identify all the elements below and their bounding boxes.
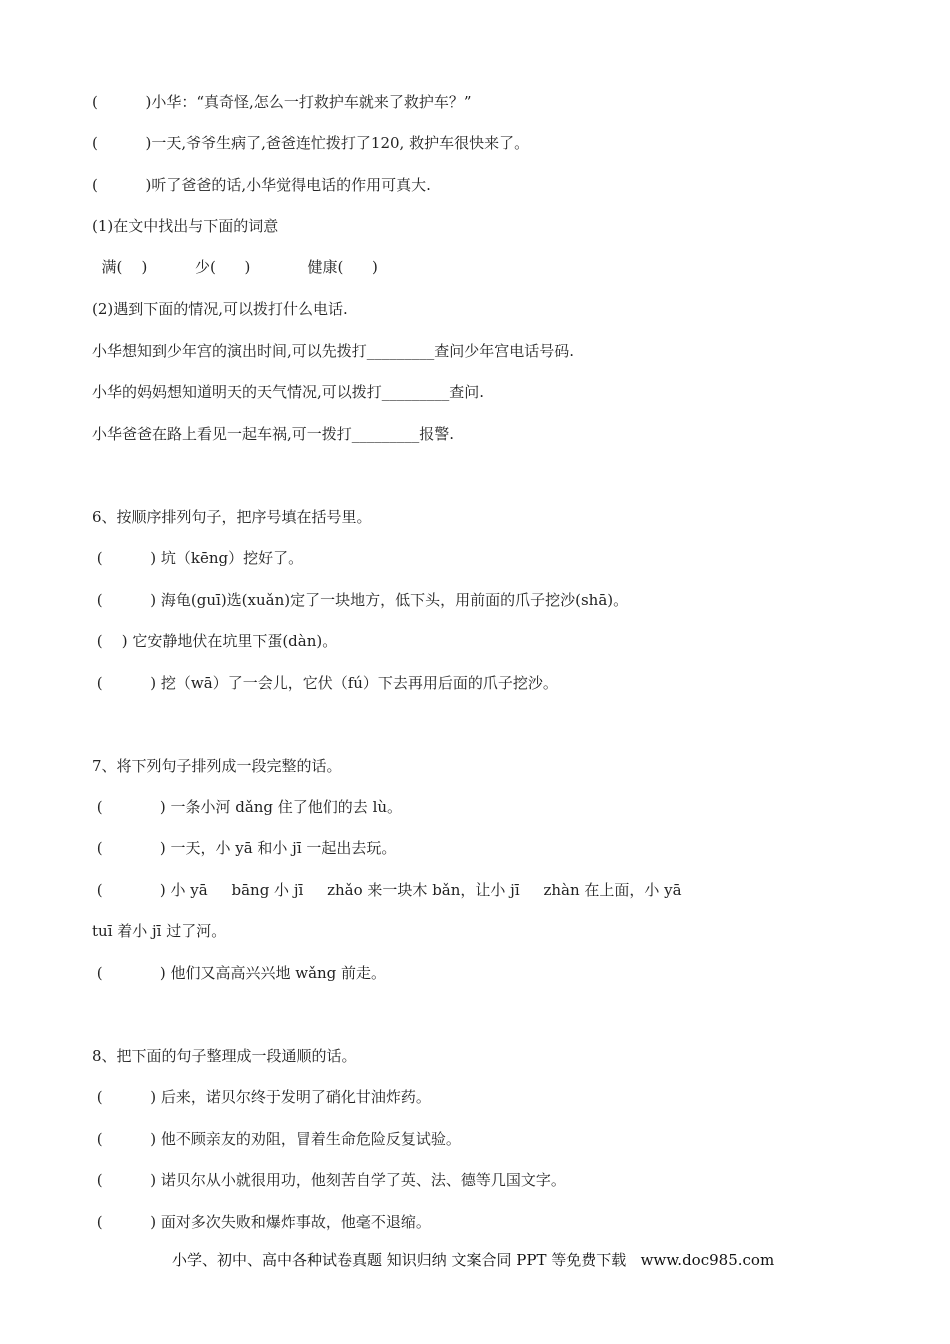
- question-prompt: (2)遇到下面的情况,可以拨打什么电话.: [92, 300, 348, 318]
- order-sentence-line: ( ) 小 yā bāng 小 jī zhǎo 来一块木 bǎn，让小 jī zhàn 在上面，小 yā: [92, 881, 682, 899]
- question-prompt: (1)在文中找出与下面的词意: [92, 217, 279, 235]
- word-blanks-line: 满( ) 少( ) 健康( ): [92, 258, 378, 276]
- order-sentence-line: ( ) 坑（kēng）挖好了。: [92, 549, 304, 567]
- order-sentence-line: ( ) 它安静地伏在坑里下蛋(dàn)。: [92, 632, 338, 650]
- order-sentence-line: ( ) 挖（wā）了一会儿，它伏（fú）下去再用后面的爪子挖沙。: [92, 674, 558, 692]
- order-sentence-line: ( ) 他们又高高兴兴地 wǎng 前走。: [92, 964, 387, 982]
- order-sentence-line: ( )一天,爷爷生病了,爸爸连忙拨打了120, 救护车很快来了。: [92, 134, 530, 152]
- page-footer: 小学、初中、高中各种试卷真题 知识归纳 文案合同 PPT 等免费下载 www.doc985.com: [172, 1251, 775, 1269]
- order-sentence-line: ( ) 一天，小 yā 和小 jī 一起出去玩。: [92, 839, 397, 857]
- fill-blank-line: 小华爸爸在路上看见一起车祸,可一拨打_________报警.: [92, 425, 455, 443]
- order-sentence-line: ( ) 诺贝尔从小就很用功，他刻苦自学了英、法、德等几国文字。: [92, 1171, 566, 1189]
- order-sentence-line: ( ) 一条小河 dǎng 住了他们的去 lù。: [92, 798, 403, 816]
- order-sentence-line: ( ) 海龟(guī)选(xuǎn)定了一块地方，低下头，用前面的爪子挖沙(shā)。: [92, 591, 629, 609]
- section-7-title: 7、将下列句子排列成一段完整的话。: [92, 757, 342, 775]
- order-sentence-continuation: tuī 着小 jī 过了河。: [92, 922, 227, 940]
- section-8-title: 8、把下面的句子整理成一段通顺的话。: [92, 1047, 357, 1065]
- order-sentence-line: ( )小华：“真奇怪,怎么一打救护车就来了救护车？”: [92, 93, 472, 111]
- order-sentence-line: ( ) 他不顾亲友的劝阻，冒着生命危险反复试验。: [92, 1130, 461, 1148]
- order-sentence-line: ( ) 后来，诺贝尔终于发明了硝化甘油炸药。: [92, 1088, 431, 1106]
- fill-blank-line: 小华想知到少年宫的演出时间,可以先拨打_________查问少年宫电话号码.: [92, 342, 575, 360]
- order-sentence-line: ( )听了爸爸的话,小华觉得电话的作用可真大.: [92, 176, 431, 194]
- fill-blank-line: 小华的妈妈想知道明天的天气情况,可以拨打_________查问.: [92, 383, 485, 401]
- order-sentence-line: ( ) 面对多次失败和爆炸事故，他毫不退缩。: [92, 1213, 431, 1231]
- section-6-title: 6、按顺序排列句子，把序号填在括号里。: [92, 508, 372, 526]
